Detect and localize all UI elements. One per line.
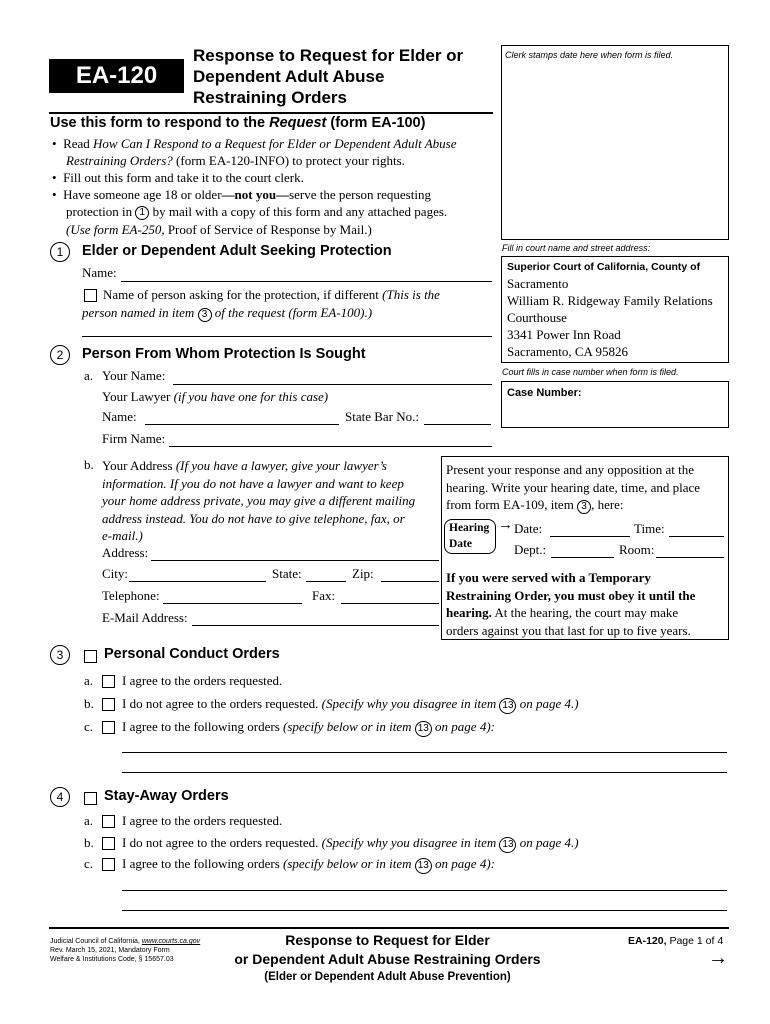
section-3-checkbox[interactable] xyxy=(84,650,97,663)
footer-title: Response to Request for Elder or Dependent Adult Abuse Restraining Orders (Elder or Dependent Adult Abuse Prevention) xyxy=(234,932,541,983)
footer-rule xyxy=(49,927,729,929)
form-id-badge: EA-120 xyxy=(49,59,184,93)
header-rule xyxy=(49,112,493,114)
s3-a-checkbox[interactable] xyxy=(102,675,115,688)
section-1-heading: Elder or Dependent Adult Seeking Protection xyxy=(82,243,392,259)
section-1-number: 1 xyxy=(50,242,70,262)
s3-b-text: I do not agree to the orders requested. (Specify why you disagree in item 13 on page 4.) xyxy=(122,696,579,714)
hearing-date-field[interactable] xyxy=(550,536,630,537)
s4-a-text: I agree to the orders requested. xyxy=(122,813,283,828)
s4-a-letter: a. xyxy=(84,813,94,828)
your-name-label: Your Name: xyxy=(102,368,166,383)
section-2-number: 2 xyxy=(50,345,70,365)
s4-c-checkbox[interactable] xyxy=(102,858,115,871)
s4-c-letter: c. xyxy=(84,856,94,871)
fax-label: Fax: xyxy=(312,588,336,603)
section-1-note: person named in item 3 of the request (form EA-100).) xyxy=(82,305,373,320)
state-bar-label: State Bar No.: xyxy=(345,409,420,424)
city-field[interactable] xyxy=(129,581,266,582)
state-label: State: xyxy=(272,566,302,581)
hearing-room-field[interactable] xyxy=(656,557,724,558)
s3-b-letter: b. xyxy=(84,696,94,711)
section-1-cb-label: Name of person asking for the protection, if different (This is the xyxy=(103,287,440,302)
section-1-name-field[interactable] xyxy=(121,281,492,282)
section-1-different-checkbox[interactable] xyxy=(84,289,97,302)
form-title: Response to Request for Elder or Dependent Adult Abuse Restraining Orders xyxy=(193,46,464,107)
address-instructions: Your Address (If you have a lawyer, give your lawyer’s information. If you do not have a lawyer and want to keep your home address private, you may give a different mailing address instead. You do not have to give telephone, fax, or e-mail.) xyxy=(102,458,416,543)
next-page-arrow-icon: → xyxy=(708,947,728,969)
s3-c-letter: c. xyxy=(84,719,94,734)
item-ref-13: 13 xyxy=(499,698,516,714)
s3-b-checkbox[interactable] xyxy=(102,698,115,711)
s3-c-text: I agree to the following orders (specify below or in item 13 on page 4): xyxy=(122,719,495,737)
hearing-intro: Present your response and any opposition at the hearing. Write your hearing date, time, and place from form EA-109, item 3 , here: xyxy=(446,462,701,512)
item-ref-1: 1 xyxy=(135,206,149,220)
section-1-other-name-field[interactable] xyxy=(82,336,492,337)
hearing-dept-field[interactable] xyxy=(551,557,614,558)
zip-field[interactable] xyxy=(381,581,439,582)
section-4-heading: Stay-Away Orders xyxy=(104,788,229,804)
section-2-a-letter: a. xyxy=(84,368,94,383)
zip-label: Zip: xyxy=(352,566,374,581)
your-name-field[interactable] xyxy=(173,384,492,385)
courts-link[interactable]: www.courts.ca.gov xyxy=(141,938,201,945)
s4-orders-line-2[interactable] xyxy=(122,910,727,911)
state-field[interactable] xyxy=(306,581,346,582)
city-label: City: xyxy=(102,566,129,581)
item-ref-13: 13 xyxy=(415,721,432,737)
section-1-name-label: Name: xyxy=(82,265,117,280)
section-4-checkbox[interactable] xyxy=(84,792,97,805)
s4-a-checkbox[interactable] xyxy=(102,815,115,828)
your-lawyer-label: Your Lawyer (if you have one for this case) xyxy=(102,389,329,404)
state-bar-field[interactable] xyxy=(424,424,491,425)
case-number-label: Case Number: xyxy=(507,387,582,399)
lawyer-name-field[interactable] xyxy=(145,424,339,425)
hearing-date-label: Date: xyxy=(514,521,543,536)
email-label: E-Mail Address: xyxy=(102,610,188,625)
intro-bullet-1: • Read How Can I Respond to a Request for Elder or Dependent Adult Abuse Restraining Orders? (form EA-120-INFO) to protect your rights. • Fill out this form and take it to the court clerk. • Have someone age 18 or older—not you—serve the person requesting protection in 1 by mail with a copy of this form and any attached pages. (Use form EA-250, Proof of Service of Response by Mail.) xyxy=(52,136,457,237)
item-ref-13: 13 xyxy=(415,858,432,874)
telephone-label: Telephone: xyxy=(102,588,160,603)
s4-b-letter: b. xyxy=(84,835,94,850)
court-label: Fill in court name and street address: xyxy=(502,243,651,253)
telephone-field[interactable] xyxy=(163,603,302,604)
hearing-date-tag: Hearing Date xyxy=(444,519,496,554)
hearing-room-label: Room: xyxy=(619,542,655,557)
hearing-arrow-icon: → xyxy=(498,516,513,533)
firm-name-label: Firm Name: xyxy=(102,431,166,446)
court-heading: Superior Court of California, County of xyxy=(507,261,701,273)
hearing-time-label: Time: xyxy=(634,521,665,536)
clerk-stamp-box xyxy=(501,45,729,240)
s3-a-letter: a. xyxy=(84,673,94,688)
hearing-time-field[interactable] xyxy=(669,536,724,537)
section-2-b-letter: b. xyxy=(84,457,94,472)
email-field[interactable] xyxy=(192,625,439,626)
footer-page: EA-120, Page 1 of 4 xyxy=(628,935,724,947)
court-address[interactable]: Sacramento William R. Ridgeway Family Relations Courthouse 3341 Power Inn Road Sacramento, CA 95826 xyxy=(507,276,713,359)
s4-orders-line-1[interactable] xyxy=(122,890,727,891)
hearing-dept-label: Dept.: xyxy=(514,542,547,557)
case-label: Court fills in case number when form is filed. xyxy=(502,367,679,377)
section-2-heading: Person From Whom Protection Is Sought xyxy=(82,346,366,362)
section-3-heading: Personal Conduct Orders xyxy=(104,646,280,662)
item-ref-13: 13 xyxy=(499,837,516,853)
s4-b-checkbox[interactable] xyxy=(102,837,115,850)
item-ref-3-hearing: 3 xyxy=(577,500,591,514)
clerk-stamp-note: Clerk stamps date here when form is filed. xyxy=(505,50,674,60)
s3-orders-line-1[interactable] xyxy=(122,752,727,753)
section-4-number: 4 xyxy=(50,787,70,807)
s4-c-text: I agree to the following orders (specify below or in item 13 on page 4): xyxy=(122,856,495,874)
s4-b-text: I do not agree to the orders requested. (Specify why you disagree in item 13 on page 4.) xyxy=(122,835,579,853)
section-3-number: 3 xyxy=(50,645,70,665)
fax-field[interactable] xyxy=(341,603,439,604)
intro-heading: Use this form to respond to the Request (form EA-100) xyxy=(50,115,426,131)
firm-name-field[interactable] xyxy=(169,446,492,447)
s3-a-text: I agree to the orders requested. xyxy=(122,673,283,688)
s3-c-checkbox[interactable] xyxy=(102,721,115,734)
address-field[interactable] xyxy=(151,560,439,561)
item-ref-3: 3 xyxy=(198,308,212,322)
hearing-warning: If you were served with a Temporary Restraining Order, you must obey it until the hearing. At the hearing, the court may make orders against you that last for up to five years. xyxy=(446,570,696,638)
s3-orders-line-2[interactable] xyxy=(122,772,727,773)
footer-left: Judicial Council of California, www.courts.ca.gov Rev. March 15, 2021, Mandatory Form Welfare & Institutions Code, § 15657.03 xyxy=(50,938,201,963)
address-label: Address: xyxy=(102,545,149,560)
lawyer-name-label: Name: xyxy=(102,409,137,424)
